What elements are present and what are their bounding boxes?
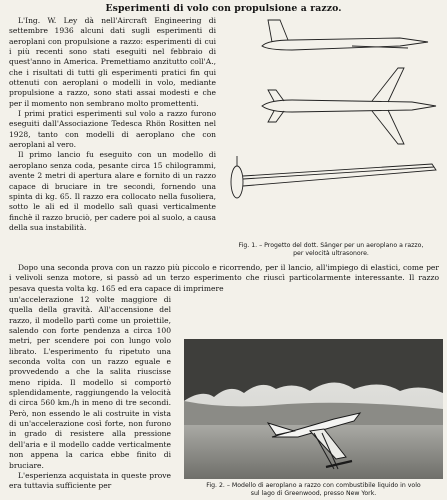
front-view-wing-right [243,164,436,186]
figure-1-caption: Fig. 1. – Progetto del dott. Sänger per un aeroplano a razzo, per velocità ultrasonore. [238,242,424,258]
plan-view-fuselage [262,100,436,112]
page-title: Esperimenti di volo con propulsione a razzo. [105,3,342,14]
paragraph-third-experiment: un'accelerazione 12 volte maggiore di quella della gravità. All'accensione del razzo, il modello partì come un proiettile, salendo con forte pendenza a circa 100 metri, per scendere poi con lungo volo librato. L'esperimento fu ripetuto una seconda volta con un razzo eguale e provvedendo a che la salita riuscisse meno ripida. Il modello si comportò splendidamente, raggiungendo la velocità di circa 560 km./h in meno di tre secondi. Però, non essendo le ali costruite in vista di un'accelerazione così forte, non furono in grado di resistere alla pressione dell'aria e il modello cadde verticalmente non appena la carica ebbe finito di bruciare. [9,295,171,470]
figure-1-rocket-plane-drawing [222,16,444,238]
side-view-fin [268,20,288,42]
paragraph-first-experiments: I primi pratici esperimenti sul volo a razzo furono eseguiti dall'Associazione Tedesca Rhön Rositten nel 1928, tanto con modelli di aeroplano che con aeroplani al vero. [9,109,216,150]
article-column-left [9,16,216,233]
figure-2-photo-model-in-flight [184,339,443,479]
article-column-bottom [9,295,171,492]
intro-paragraph: L'Ing. W. Ley dà nell'Aircraft Engineering di settembre 1936 alcuni dati sugli esperimenti di aeroplani con propulsione a razzo: esperimenti di cui i più recenti sono stati eseguiti nel febbraio di quest'anno in America. Premettiamo anzitutto coll'A., che i risultati di tutti gli esperimenti pratici fin qui ottenuti con aeroplani o modelli in volo, mediante propulsione a razzo, sono stati assai modesti e che per il momento non sembrano molto promettenti. [9,16,216,108]
paragraph-conclusion: L'esperienza acquistata in queste prove era tuttavia sufficiente per [9,470,171,491]
plan-view-wings [372,68,404,144]
front-view-fuselage [231,166,243,198]
figure-2-caption: Fig. 2. – Modello di aeroplano a razzo con combustibile liquido in volo sul lago di Greenwood, presso New York. [206,482,421,498]
article-wide-paragraph: Dopo una seconda prova con un razzo più piccolo e ricorrendo, per il lancio, all'impiego di elastici, come per i velivoli senza motore, si passò ad un terzo esperimento che riuscì particolarmente interessante. Il razzo pesava questa volta kg. 165 ed era capace di imprimere [9,263,439,293]
paragraph-first-launch: Il primo lancio fu eseguito con un modello di aeroplano senza coda, pesante circa 15 chilogrammi, avente 2 metri di apertura alare e fornito di un razzo capace di bruciare in tre secondi, fornendo una spinta di kg. 65. Il razzo era collocato nella fusoliera, sotto le ali ed il modello salì quasi verticalmente finchè il razzo bruciò, per cadere poi al suolo, a causa della sua instabilità. [9,150,216,232]
